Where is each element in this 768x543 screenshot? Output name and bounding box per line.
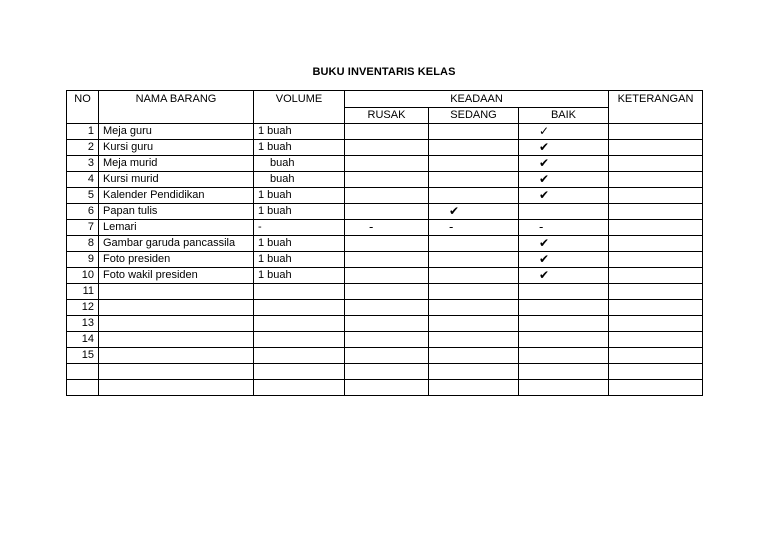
cell-nama-barang: Meja guru [99, 124, 254, 140]
cell-volume: 1 buah [254, 204, 345, 220]
cell-rusak [345, 380, 429, 396]
table-row [67, 348, 703, 364]
cell-volume: buah [254, 156, 345, 172]
cell-keterangan [609, 124, 703, 140]
cell-volume: buah [254, 172, 345, 188]
cell-sedang: - [429, 220, 519, 236]
cell-baik [519, 348, 609, 364]
cell-no: 11 [67, 284, 99, 300]
cell-keterangan [609, 188, 703, 204]
cell-rusak: - [345, 220, 429, 236]
header-keterangan: KETERANGAN [609, 91, 703, 124]
cell-baik [519, 316, 609, 332]
cell-no: 7 [67, 220, 99, 236]
cell-no: 12 [67, 300, 99, 316]
cell-keterangan [609, 284, 703, 300]
cell-no: 5 [67, 188, 99, 204]
cell-volume: 1 buah [254, 268, 345, 284]
cell-keterangan [609, 268, 703, 284]
cell-keterangan [609, 172, 703, 188]
table-row [67, 300, 703, 316]
inventory-table [66, 90, 703, 396]
cell-nama-barang [99, 284, 254, 300]
cell-nama-barang: Gambar garuda pancassila [99, 236, 254, 252]
cell-volume [254, 348, 345, 364]
cell-rusak [345, 204, 429, 220]
cell-rusak [345, 124, 429, 140]
cell-rusak [345, 268, 429, 284]
cell-sedang [429, 156, 519, 172]
cell-volume [254, 284, 345, 300]
table-row [67, 220, 703, 236]
cell-baik [519, 284, 609, 300]
cell-sedang [429, 348, 519, 364]
cell-baik: - [519, 220, 609, 236]
cell-no [67, 364, 99, 380]
cell-no: 2 [67, 140, 99, 156]
cell-rusak [345, 236, 429, 252]
cell-rusak [345, 172, 429, 188]
cell-rusak [345, 284, 429, 300]
cell-volume: 1 buah [254, 124, 345, 140]
table-row [67, 252, 703, 268]
cell-volume [254, 300, 345, 316]
table-row [67, 316, 703, 332]
header-sedang: SEDANG [429, 108, 519, 124]
cell-keterangan [609, 236, 703, 252]
cell-keterangan [609, 300, 703, 316]
cell-keterangan [609, 204, 703, 220]
cell-baik [519, 380, 609, 396]
cell-nama-barang: Papan tulis [99, 204, 254, 220]
cell-nama-barang [99, 364, 254, 380]
cell-sedang [429, 140, 519, 156]
cell-volume: 1 buah [254, 188, 345, 204]
table-row [67, 380, 703, 396]
cell-keterangan [609, 252, 703, 268]
cell-nama-barang: Meja murid [99, 156, 254, 172]
cell-rusak [345, 364, 429, 380]
document-title: BUKU INVENTARIS KELAS [312, 66, 456, 78]
cell-nama-barang [99, 348, 254, 364]
table-row [67, 188, 703, 204]
cell-keterangan [609, 140, 703, 156]
cell-rusak [345, 188, 429, 204]
cell-baik: ✔ [519, 252, 609, 268]
cell-keterangan [609, 332, 703, 348]
cell-baik: ✓ [519, 124, 609, 140]
cell-keterangan [609, 364, 703, 380]
cell-rusak [345, 348, 429, 364]
cell-sedang: ✔ [429, 204, 519, 220]
cell-no: 4 [67, 172, 99, 188]
cell-baik: ✔ [519, 172, 609, 188]
cell-nama-barang [99, 316, 254, 332]
cell-sedang [429, 124, 519, 140]
cell-sedang [429, 268, 519, 284]
cell-baik: ✔ [519, 156, 609, 172]
header-nama-barang: NAMA BARANG [99, 91, 254, 124]
cell-nama-barang: Kalender Pendidikan [99, 188, 254, 204]
cell-nama-barang: Foto wakil presiden [99, 268, 254, 284]
cell-no: 13 [67, 316, 99, 332]
cell-volume [254, 332, 345, 348]
table-row [67, 124, 703, 140]
table-row [67, 268, 703, 284]
cell-no: 10 [67, 268, 99, 284]
cell-volume: 1 buah [254, 236, 345, 252]
cell-baik [519, 364, 609, 380]
cell-no: 8 [67, 236, 99, 252]
cell-rusak [345, 300, 429, 316]
cell-no: 1 [67, 124, 99, 140]
cell-baik: ✔ [519, 268, 609, 284]
table-row [67, 156, 703, 172]
header-baik: BAIK [519, 108, 609, 124]
cell-rusak [345, 316, 429, 332]
table-row [67, 332, 703, 348]
cell-sedang [429, 236, 519, 252]
cell-nama-barang [99, 300, 254, 316]
header-rusak: RUSAK [345, 108, 429, 124]
cell-nama-barang [99, 380, 254, 396]
cell-nama-barang [99, 332, 254, 348]
table-row [67, 140, 703, 156]
cell-no: 6 [67, 204, 99, 220]
cell-no [67, 380, 99, 396]
cell-sedang [429, 284, 519, 300]
cell-sedang [429, 188, 519, 204]
cell-sedang [429, 172, 519, 188]
cell-volume [254, 316, 345, 332]
cell-rusak [345, 332, 429, 348]
header-row-1 [67, 91, 703, 108]
cell-nama-barang: Kursi murid [99, 172, 254, 188]
header-volume: VOLUME [254, 91, 345, 124]
cell-no: 9 [67, 252, 99, 268]
cell-sedang [429, 364, 519, 380]
cell-no: 15 [67, 348, 99, 364]
cell-baik [519, 332, 609, 348]
cell-nama-barang: Foto presiden [99, 252, 254, 268]
cell-sedang [429, 380, 519, 396]
cell-volume: - [254, 220, 345, 236]
cell-volume [254, 380, 345, 396]
cell-keterangan [609, 316, 703, 332]
cell-keterangan [609, 220, 703, 236]
table-row [67, 236, 703, 252]
table-row [67, 284, 703, 300]
table-row [67, 364, 703, 380]
cell-sedang [429, 300, 519, 316]
cell-baik [519, 300, 609, 316]
cell-keterangan [609, 380, 703, 396]
cell-keterangan [609, 348, 703, 364]
header-no: NO [67, 91, 99, 124]
cell-sedang [429, 252, 519, 268]
cell-rusak [345, 252, 429, 268]
cell-volume [254, 364, 345, 380]
table-row [67, 172, 703, 188]
cell-volume: 1 buah [254, 140, 345, 156]
cell-sedang [429, 316, 519, 332]
cell-baik: ✔ [519, 236, 609, 252]
cell-baik: ✔ [519, 140, 609, 156]
cell-nama-barang: Kursi guru [99, 140, 254, 156]
cell-volume: 1 buah [254, 252, 345, 268]
cell-baik: ✔ [519, 188, 609, 204]
cell-rusak [345, 140, 429, 156]
cell-rusak [345, 156, 429, 172]
table-row [67, 204, 703, 220]
cell-nama-barang: Lemari [99, 220, 254, 236]
cell-baik [519, 204, 609, 220]
header-keadaan: KEADAAN [345, 91, 609, 108]
cell-no: 3 [67, 156, 99, 172]
cell-keterangan [609, 156, 703, 172]
cell-no: 14 [67, 332, 99, 348]
cell-sedang [429, 332, 519, 348]
